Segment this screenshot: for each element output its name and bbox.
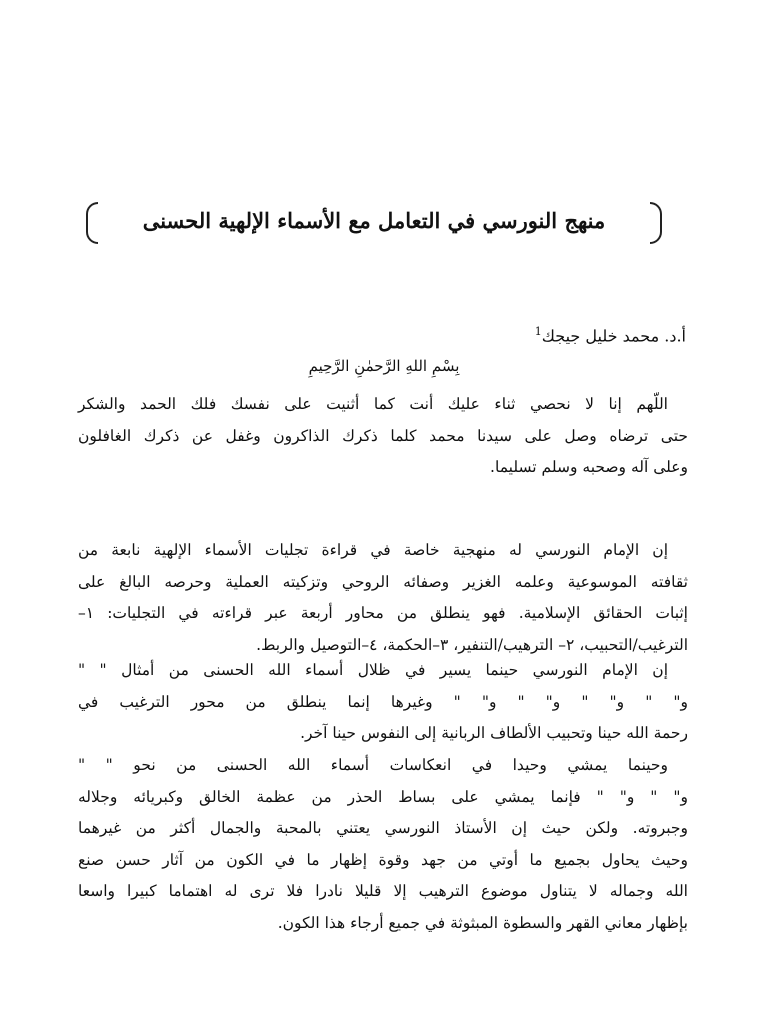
- paragraph-methodology: [78, 535, 688, 661]
- paragraph-line: و" " و" " و" " و" " وغيرها إنما ينطلق من محور الترغيب في: [78, 692, 688, 711]
- paragraph-line: حتى ترضاه وصل على سيدنا محمد كلما ذكرك الذاكرون وغفل عن ذكرك الغافلون: [78, 426, 688, 445]
- paragraph-line: الترغيب/التحبيب، ٢– الترهيب/التنفير، ٣–الحكمة، ٤–التوصيل والربط.: [256, 635, 688, 654]
- paragraph-opening-prayer: [78, 389, 688, 484]
- author-line: [535, 320, 686, 348]
- basmala: بِسْمِ اللهِ الرَّحمٰنِ الرَّحِيمِ: [308, 357, 460, 375]
- paragraph-line: وجبروته. ولكن حيث إن الأستاذ النورسي يعتني بالمحبة والجمال أكثر من غيرهما: [78, 819, 688, 837]
- paragraph-line: وعلى آله وصحبه وسلم تسليما.: [490, 458, 688, 476]
- author-name: أ.د. محمد خليل جيجك: [541, 326, 686, 346]
- paragraph-line: الله وجماله لا يتناول موضوع الترهيب إلا قليلا نادرا فلا ترى له اهتماما كبيرا واسعا: [78, 882, 688, 900]
- page-title: منهج النورسي في التعامل مع الأسماء الإلهية الحسنى: [142, 208, 606, 233]
- paragraph-line: بإظهار معاني القهر والسطوة المبثوثة في جميع أرجاء هذا الكون.: [277, 913, 688, 932]
- paragraph-line: رحمة الله حينا وتحبيب الألطاف الربانية إلى النفوس حينا آخر.: [300, 724, 688, 742]
- paragraph-targhib: [78, 655, 688, 750]
- paragraph-line: وحيث يحاول بجميع ما أوتي من جهد وقوة إظهار ما في الكون من آثار حسن صنع: [78, 850, 688, 869]
- paragraph-line: إن الإمام النورسي حينما يسير في ظلال أسماء الله الحسنى من أمثال " ": [78, 661, 668, 679]
- title-bracket-right: [650, 202, 662, 244]
- paragraph-line: ثقافته الموسوعية وعلمه الغزير وصفائه الروحي وتزكيته العملية وحرصه البالغ على: [78, 572, 688, 591]
- paragraph-tarhib: [78, 750, 688, 939]
- paragraph-line: إن الإمام النورسي له منهجية خاصة في قراءة تجليات الأسماء الإلهية نابعة من: [78, 541, 668, 559]
- title-block: [86, 198, 662, 248]
- paragraph-line: إثبات الحقائق الإسلامية. فهو ينطلق من محاور أربعة عبر قراءته في التجليات: ١–: [78, 604, 688, 622]
- footnote-marker: 1: [534, 325, 542, 338]
- paragraph-line: و" " و" " فإنما يمشي على بساط الحذر من عظمة الخالق وكبريائه وجلاله: [78, 787, 688, 806]
- paragraph-line: اللّهم إنا لا نحصي ثناء عليك أنت كما أثنيت على نفسك فلك الحمد والشكر: [78, 395, 668, 413]
- paragraph-line: وحينما يمشي وحيدا في انعكاسات أسماء الله الحسنى من نحو " ": [78, 756, 668, 774]
- title-bracket-left: [86, 202, 98, 244]
